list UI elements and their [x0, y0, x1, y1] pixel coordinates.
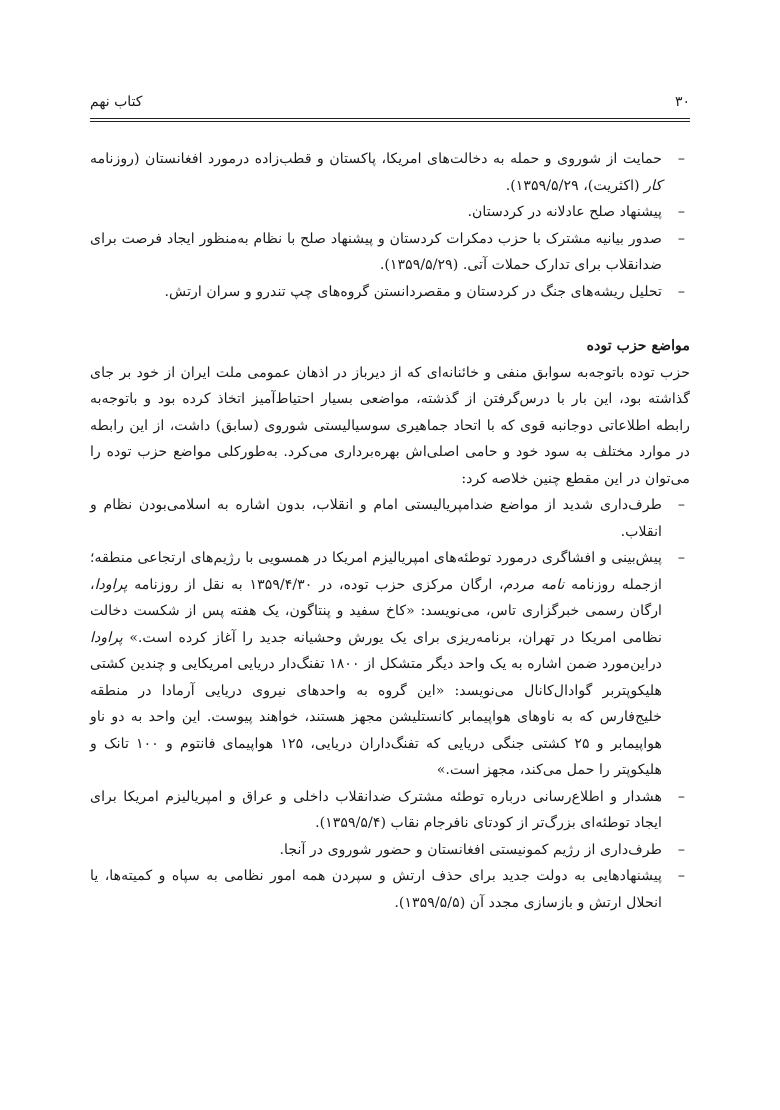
- list-item: – پیشنهادهایی به دولت جدید برای حذف ارتش و سپردن همه امور نظامی به سپاه و کمیته‌ها، یا انحلال ارتش و بازسازی مجدد آن (۱۳۵۹/۵/۵).: [90, 868, 685, 911]
- document-page: [90, 0, 690, 1110]
- list-item: – تحلیل ریشه‌های جنگ در کردستان و مقصردانستن گروه‌های چپ تندرو و سران ارتش.: [164, 283, 685, 300]
- bullet-list-2: [90, 492, 690, 916]
- list-item: – طرف‌داری شدید از مواضع ضدامپریالیستی امام و انقلاب، بدون اشاره به اسلامی‌بودن نظام و انقلاب.: [90, 497, 685, 540]
- page-number: ۳۰: [674, 94, 690, 110]
- page-body: [90, 146, 690, 916]
- header-divider-thin: [90, 121, 690, 122]
- running-header: [90, 94, 690, 114]
- list-item: – پیش‌بینی و افشاگری درمورد توطئه‌های امپریالیزم امریکا در همسویی با رژیم‌های ارتجاعی منطقه؛ ازجمله روزنامه نامه مردم، ارگان مرکزی حزب توده، در ۱۳۵۹/۴/۳۰ به نقل از روزنامه پراودا، ارگان رسمی خبرگزاری تاس، می‌نویسد: «کاخ سفید و پنتاگون، یک هفته پس از شکست دخالت نظامی امریکا در تهران، برنامه‌ریزی برای یک یورش وحشیانه جدید را آغاز کرده است.» پراودا دراین‌مورد ضمن اشاره به یک واحد دیگر متشکل از ۱۸۰۰ تفنگ‌دار دریایی امریکایی و چندین کشتی هلیکوپتربر گوادال‌کانال می‌نویسد: «این گروه به واحدهای نیروی دریایی آرمادا در منطقه خلیج‌فارس که به ناوهای هواپیمابر کانستلیشن مجهز هستند، خواهند پیوست. این واحد به دو ناو هواپیمابر و ۲۵ کشتی جنگی دریایی که تفنگ‌داران دریایی، ۱۲۵ هواپیمای فانتوم و ۱۰۰ تانک و هلیکوپتر را حمل می‌کند، مجهز است.»: [90, 550, 685, 778]
- list-item: – طرف‌داری از رژیم کمونیستی افغانستان و حضور شوروی در آنجا.: [279, 841, 685, 858]
- book-title: کتاب نهم: [90, 94, 143, 110]
- bullet-list-1: [90, 146, 690, 305]
- section-heading: مواضع حزب توده: [586, 338, 690, 354]
- list-item: – پیشنهاد صلح عادلانه در کردستان.: [467, 204, 685, 220]
- section-paragraph: حزب توده باتوجه‌به سوابق منفی و خائنانه‌ای که از دیرباز در اذهان عمومی ملت ایران از خود بر جای گذاشته بود، این بار با درس‌گرفتن از گذشته، مواضعی بسیار احتیاط‌آمیز اتخاذ کرده بود و باتوجه‌به رابطه اطلاعاتی دوجانبه قوی که با اتحاد جماهیری سوسیالیستی شوروی (سابق) داشت، از این رابطه در موارد مختلف به سود خود و حامی اصلی‌اش بهره‌برداری می‌کرد. به‌طورکلی مواضع حزب توده را می‌توان در این مقطع چنین خلاصه کرد:: [90, 364, 690, 487]
- list-item: – صدور بیانیه مشترک با حزب دمکرات کردستان و پیشنهاد صلح با نظام به‌منظور ایجاد فرصت برای ضدانقلاب برای تدارک حملات آتی. (۱۳۵۹/۵/۲۹).: [90, 230, 685, 273]
- list-item: – هشدار و اطلاع‌رسانی درباره توطئه مشترک ضدانقلاب داخلی و عراق و امپریالیزم امریکا برای ایجاد توطئه‌ای بزرگ‌تر از کودتای نافرجام نقاب (۱۳۵۹/۵/۴).: [90, 788, 685, 831]
- list-item: – حمایت از شوروی و حمله به دخالت‌های امریکا، پاکستان و قطب‌زاده درمورد افغانستان (روزنامه کار (اکثریت)، ۱۳۵۹/۵/۲۹).: [90, 151, 685, 194]
- header-divider: [90, 118, 690, 119]
